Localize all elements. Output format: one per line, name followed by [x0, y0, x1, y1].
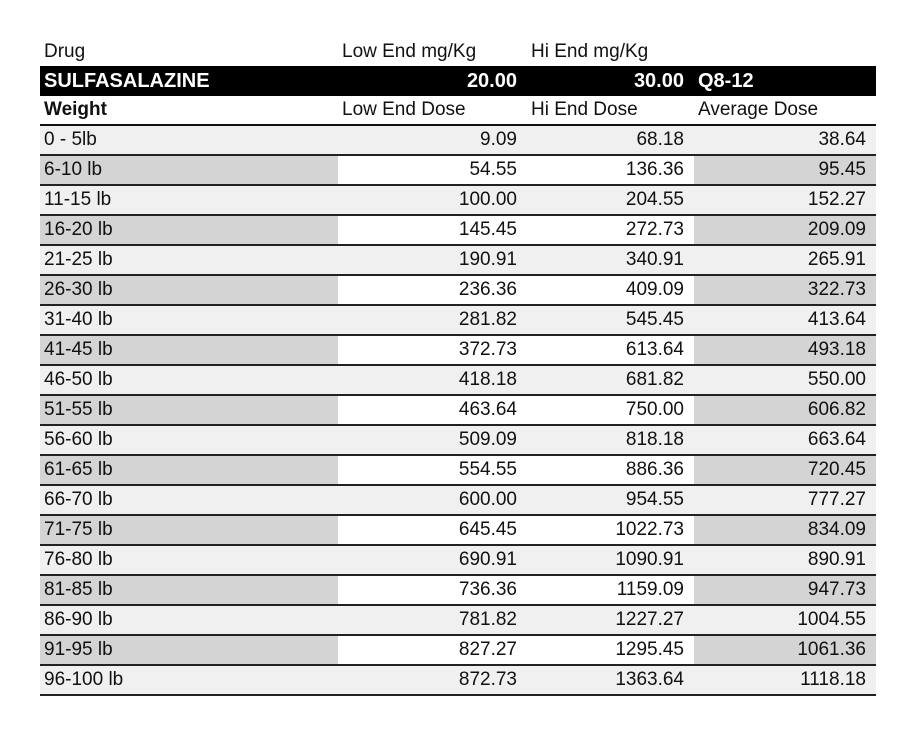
weight-cell: 51-55 lb: [40, 396, 338, 424]
hi-dose-cell: 1090.91: [527, 546, 694, 574]
table-row: [40, 216, 876, 246]
weight-cell: 21-25 lb: [40, 246, 338, 274]
hi-dose-cell: 136.36: [625, 159, 684, 180]
table-row: [40, 606, 876, 636]
hi-dose-cell: 204.55: [527, 186, 694, 214]
weight-cell: 0 - 5lb: [40, 126, 338, 154]
avg-dose-cell: 777.27: [694, 486, 876, 514]
low-dose-cell: 100.00: [338, 186, 527, 214]
hi-dose-cell: 1159.09: [616, 579, 684, 600]
low-dose-cell: 9.09: [338, 126, 527, 154]
avg-dose-cell: 209.09: [694, 216, 876, 244]
low-dose-cell: 645.45: [458, 519, 517, 540]
table-row: [40, 576, 876, 606]
table-row: [40, 426, 876, 456]
avg-dose-cell: 550.00: [694, 366, 876, 394]
avg-dose-cell: 1061.36: [694, 636, 876, 664]
col-avg-dose: Average Dose: [698, 99, 819, 120]
hi-dose-cell: 818.18: [527, 426, 694, 454]
low-dose-cell: 554.55: [458, 459, 517, 480]
weight-cell: 41-45 lb: [40, 336, 338, 364]
drug-row: [40, 66, 876, 96]
table-row: [40, 156, 876, 186]
hi-dose-cell: 545.45: [527, 306, 694, 334]
hi-dose-cell: 409.09: [625, 279, 684, 300]
weight-cell: 11-15 lb: [40, 186, 338, 214]
low-dose-cell: 781.82: [338, 606, 527, 634]
avg-dose-cell: 606.82: [694, 396, 876, 424]
avg-dose-cell: 1004.55: [694, 606, 876, 634]
table-row: [40, 396, 876, 426]
col-weight: Weight: [44, 99, 107, 120]
low-dose-cell: 463.64: [458, 399, 517, 420]
table-body: [40, 126, 876, 696]
table-row: [40, 336, 876, 366]
weight-cell: 16-20 lb: [40, 216, 338, 244]
avg-dose-cell: 1118.18: [694, 666, 876, 694]
drug-label: Drug: [44, 40, 86, 62]
avg-dose-cell: 322.73: [694, 276, 876, 304]
dose-table: [40, 37, 876, 696]
hi-dose-cell: 613.64: [625, 339, 684, 360]
low-mgkg-label: Low End mg/Kg: [342, 40, 477, 62]
weight-cell: 26-30 lb: [40, 276, 338, 304]
low-dose-cell: 600.00: [338, 486, 527, 514]
drug-frequency: Q8-12: [698, 69, 754, 92]
hi-dose-cell: 1295.45: [615, 639, 684, 660]
table-row: [40, 366, 876, 396]
avg-dose-cell: 493.18: [694, 336, 876, 364]
header-blank: [694, 37, 876, 66]
col-hi-dose: Hi End Dose: [531, 99, 638, 120]
avg-dose-cell: 834.09: [694, 516, 876, 544]
avg-dose-cell: 413.64: [694, 306, 876, 334]
col-low-dose: Low End Dose: [342, 99, 466, 120]
header-row: [40, 37, 876, 66]
weight-cell: 6-10 lb: [40, 156, 338, 184]
table-row: [40, 306, 876, 336]
low-dose-cell: 872.73: [338, 666, 527, 694]
avg-dose-cell: 265.91: [694, 246, 876, 274]
hi-mgkg-label: Hi End mg/Kg: [531, 40, 649, 62]
low-dose-cell: 190.91: [338, 246, 527, 274]
table-row: [40, 276, 876, 306]
weight-cell: 96-100 lb: [40, 666, 338, 694]
hi-dose-cell: 1363.64: [527, 666, 694, 694]
low-dose-cell: 736.36: [458, 579, 517, 600]
low-dose-cell: 145.45: [458, 219, 517, 240]
low-dose-cell: 281.82: [338, 306, 527, 334]
hi-dose-cell: 68.18: [527, 126, 694, 154]
table-row: [40, 246, 876, 276]
low-dose-cell: 418.18: [338, 366, 527, 394]
weight-cell: 71-75 lb: [40, 516, 338, 544]
hi-dose-cell: 750.00: [625, 399, 684, 420]
weight-cell: 31-40 lb: [40, 306, 338, 334]
avg-dose-cell: 152.27: [694, 186, 876, 214]
low-dose-cell: 827.27: [458, 639, 517, 660]
table-row: [40, 516, 876, 546]
weight-cell: 76-80 lb: [40, 546, 338, 574]
column-header-row: [40, 96, 876, 126]
low-dose-cell: 690.91: [338, 546, 527, 574]
hi-dose-cell: 340.91: [527, 246, 694, 274]
avg-dose-cell: 663.64: [694, 426, 876, 454]
avg-dose-cell: 720.45: [694, 456, 876, 484]
weight-cell: 46-50 lb: [40, 366, 338, 394]
hi-dose-cell: 272.73: [625, 219, 684, 240]
table-row: [40, 126, 876, 156]
weight-cell: 91-95 lb: [40, 636, 338, 664]
low-dose-cell: 236.36: [458, 279, 517, 300]
avg-dose-cell: 947.73: [694, 576, 876, 604]
table-row: [40, 546, 876, 576]
drug-hi-mgkg: 30.00: [633, 69, 684, 92]
weight-cell: 66-70 lb: [40, 486, 338, 514]
low-dose-cell: 54.55: [469, 159, 517, 180]
table-row: [40, 636, 876, 666]
hi-dose-cell: 1022.73: [615, 519, 684, 540]
low-dose-cell: 372.73: [458, 339, 517, 360]
drug-name: SULFASALAZINE: [44, 69, 210, 92]
drug-low-mgkg: 20.00: [466, 69, 517, 92]
avg-dose-cell: 890.91: [694, 546, 876, 574]
avg-dose-cell: 38.64: [694, 126, 876, 154]
hi-dose-cell: 681.82: [527, 366, 694, 394]
weight-cell: 61-65 lb: [40, 456, 338, 484]
avg-dose-cell: 95.45: [694, 156, 876, 184]
table-row: [40, 186, 876, 216]
hi-dose-cell: 1227.27: [527, 606, 694, 634]
hi-dose-cell: 954.55: [527, 486, 694, 514]
table-row: [40, 486, 876, 516]
weight-cell: 81-85 lb: [40, 576, 338, 604]
weight-cell: 86-90 lb: [40, 606, 338, 634]
table-row: [40, 666, 876, 696]
table-row: [40, 456, 876, 486]
hi-dose-cell: 886.36: [625, 459, 684, 480]
low-dose-cell: 509.09: [338, 426, 527, 454]
weight-cell: 56-60 lb: [40, 426, 338, 454]
